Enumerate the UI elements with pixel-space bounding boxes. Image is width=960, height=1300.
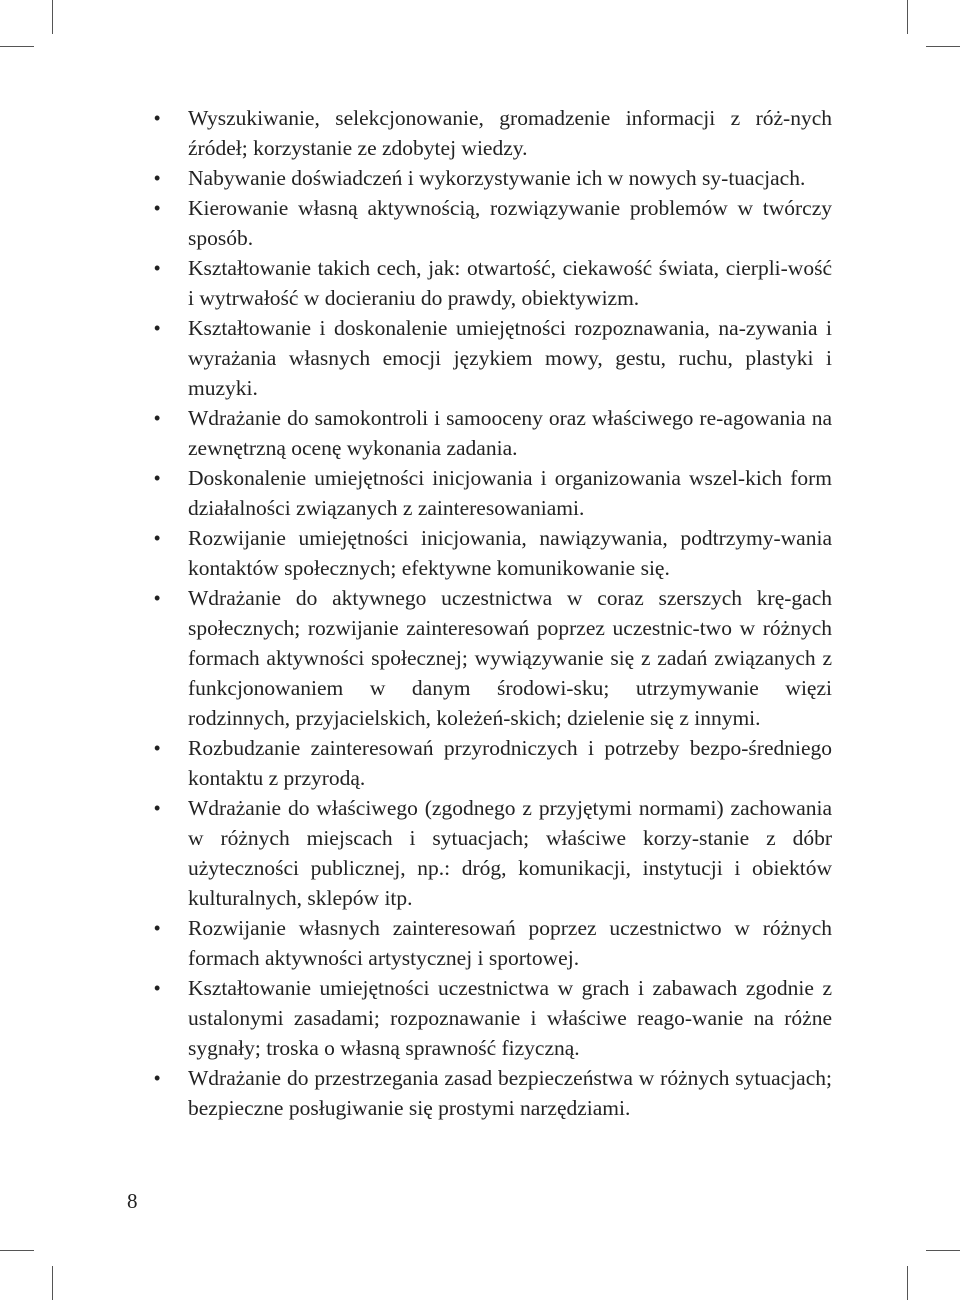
bullet: • [154,408,161,428]
crop-mark-bottom-left [52,1266,53,1300]
bullet: • [154,528,161,548]
crop-mark-top-left [52,0,53,34]
bullet: • [154,198,161,218]
bullet: • [154,738,161,758]
list-item-text: Kierowanie własną aktywnością, rozwiązywanie problemów w twórczy sposób. [188,196,832,250]
bullet: • [154,798,161,818]
crop-mark-bottom-left-h [0,1250,34,1251]
crop-mark-top-left-h [0,46,34,47]
list-item-text: Kształtowanie i doskonalenie umiejętności rozpoznawania, na-zywania i wyrażania własnych emocji językiem mowy, gestu, ruchu, plastyki i muzyki. [188,316,832,400]
list-item-text: Wdrażanie do aktywnego uczestnictwa w coraz szerszych krę-gach społecznych; rozwijanie zainteresowań poprzez uczestnic-two w różnych formach aktywności społecznej; wywiązywanie się z zadań związanych z funkcjonowaniem w danym środowi-sku; utrzymywanie więzi rodzinnych, przyjacielskich, koleżeń-skich; dzielenie się z innymi. [188,586,832,730]
list-item [152,253,832,313]
crop-mark-top-right-h [926,46,960,47]
bullet: • [154,588,161,608]
list-item [152,403,832,463]
bullet: • [154,108,161,128]
crop-mark-bottom-right [907,1266,908,1300]
list-item [152,103,832,163]
page-number: 8 [127,1189,138,1213]
list-item [152,523,832,583]
list-item-text: Nabywanie doświadczeń i wykorzystywanie ich w nowych sy-tuacjach. [188,166,806,190]
list-item-text: Rozbudzanie zainteresowań przyrodniczych i potrzeby bezpo-średniego kontaktu z przyrodą. [188,736,832,790]
list-item-text: Kształtowanie umiejętności uczestnictwa w grach i zabawach zgodnie z ustalonymi zasadami; rozpoznawanie i właściwe reago-wanie na różne sygnały; troska o własną sprawność fizyczną. [188,976,832,1060]
list-item [152,163,832,193]
list-item [152,793,832,913]
bullet: • [154,318,161,338]
list-item [152,733,832,793]
list-item [152,463,832,523]
crop-mark-bottom-right-h [926,1250,960,1251]
list-item-text: Kształtowanie takich cech, jak: otwartość, ciekawość świata, cierpli-wość i wytrwałość w docieraniu do prawdy, obiektywizm. [188,256,832,310]
bullet: • [154,978,161,998]
list-item [152,973,832,1063]
bullet: • [154,258,161,278]
bullet: • [154,1068,161,1088]
list-item [152,193,832,253]
list-item [152,313,832,403]
list-item-text: Wdrażanie do samokontroli i samooceny oraz właściwego re-agowania na zewnętrzną ocenę wykonania zadania. [188,406,832,460]
list-item-text: Wyszukiwanie, selekcjonowanie, gromadzenie informacji z róż-nych źródeł; korzystanie ze zdobytej wiedzy. [188,106,832,160]
list-item [152,913,832,973]
list-item-text: Rozwijanie umiejętności inicjowania, nawiązywania, podtrzymy-wania kontaktów społecznych; efektywne komunikowanie się. [188,526,832,580]
bullet: • [154,918,161,938]
list-item [152,583,832,733]
objectives-list [152,103,832,1123]
bullet: • [154,168,161,188]
list-item-text: Rozwijanie własnych zainteresowań poprzez uczestnictwo w różnych formach aktywności artystycznej i sportowej. [188,916,832,970]
list-item-text: Doskonalenie umiejętności inicjowania i organizowania wszel-kich form działalności związanych z zainteresowaniami. [188,466,832,520]
list-item-text: Wdrażanie do właściwego (zgodnego z przyjętymi normami) zachowania w różnych miejscach i sytuacjach; właściwe korzy-stanie z dóbr użyteczności publicznej, np.: dróg, komunikacji, instytucji i obiektów kulturalnych, sklepów itp. [188,796,832,910]
list-item-text: Wdrażanie do przestrzegania zasad bezpieczeństwa w różnych sytuacjach; bezpieczne posługiwanie się prostymi narzędziami. [188,1066,832,1120]
list-item [152,1063,832,1123]
crop-mark-top-right [907,0,908,34]
bullet: • [154,468,161,488]
